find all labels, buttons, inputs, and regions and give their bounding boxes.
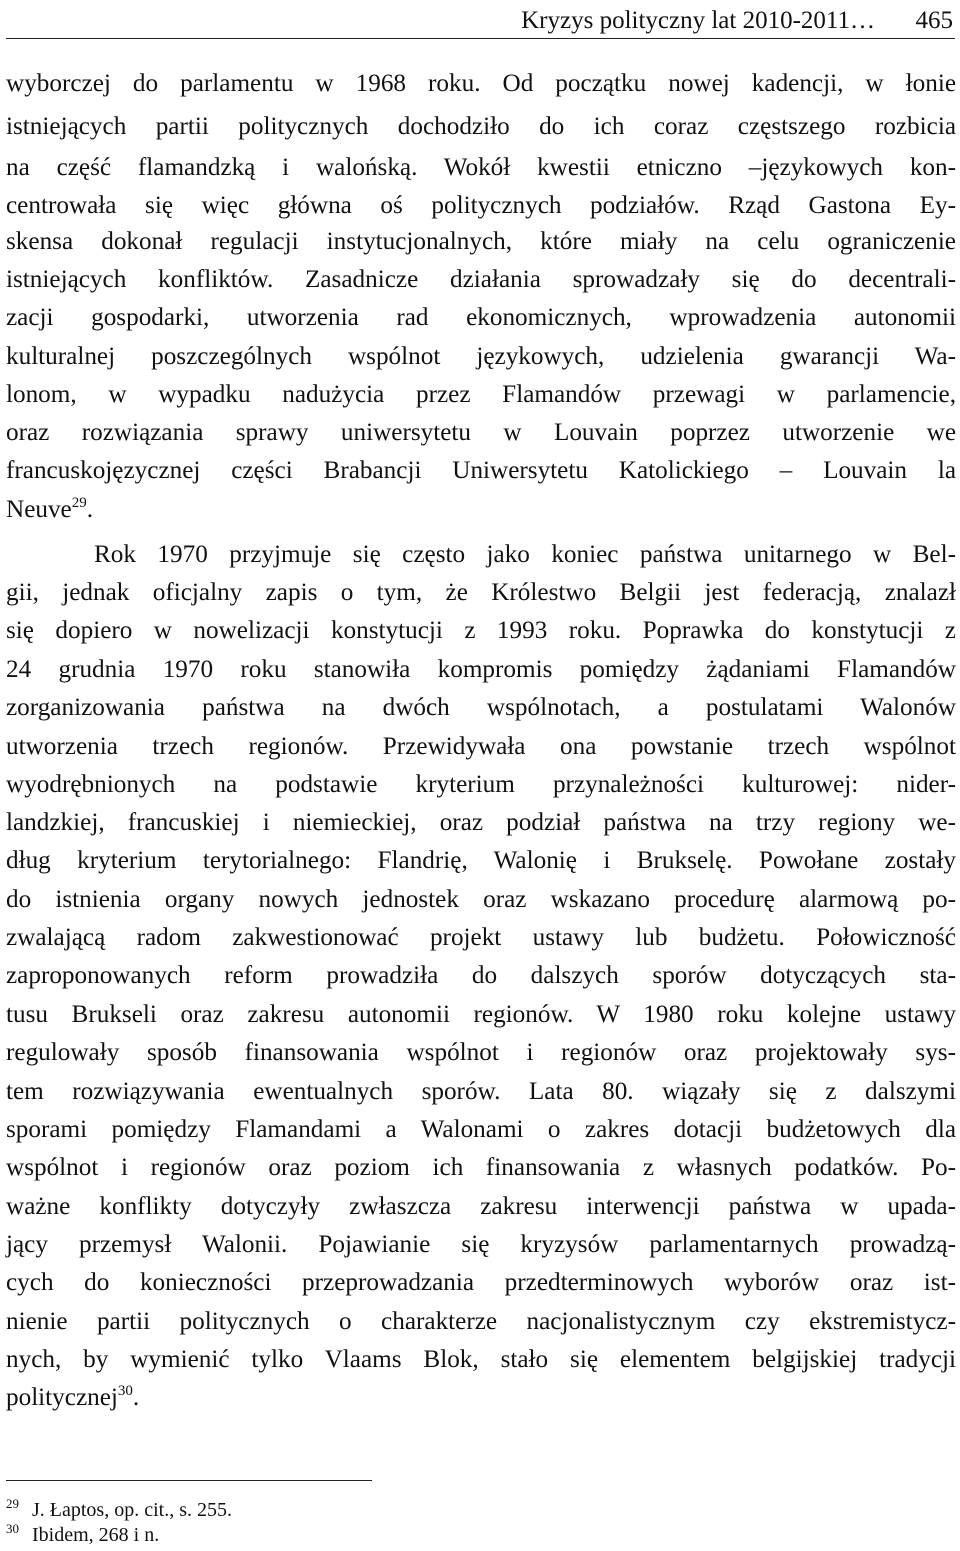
text-line: cych do konieczności przeprowadzania przedterminowych wyborów oraz ist- bbox=[6, 1269, 956, 1296]
punctuation: . bbox=[132, 1384, 140, 1411]
running-header-title: Kryzys polityczny lat 2010-2011… bbox=[521, 7, 875, 34]
footnote bbox=[6, 1497, 232, 1525]
footnote-reference[interactable]: 29 bbox=[71, 495, 87, 511]
text-line: jący przemysł Walonii. Pojawianie się kryzysów parlamentarnych prowadzą- bbox=[6, 1231, 956, 1258]
text-line: zorganizowania państwa na dwóch wspólnotach, a postulatami Walonów bbox=[6, 694, 956, 721]
footnote-reference[interactable]: 30 bbox=[117, 1383, 133, 1399]
text-line: landzkiej, francuskiej i niemieckiej, oraz podział państwa na trzy regiony we- bbox=[6, 809, 956, 836]
text-line: sporami pomiędzy Flamandami a Walonami o zakres dotacji budżetowych dla bbox=[6, 1116, 956, 1143]
text-line: kulturalnej poszczególnych wspólnot językowych, udzielenia gwarancji Wa- bbox=[6, 343, 956, 370]
footnote bbox=[6, 1522, 159, 1550]
text-line: zacji gospodarki, utworzenia rad ekonomicznych, wprowadzenia autonomii bbox=[6, 304, 956, 331]
text-line: dług kryterium terytorialnego: Flandrię, Walonię i Brukselę. Powołane zostały bbox=[6, 847, 956, 874]
punctuation: . bbox=[86, 496, 94, 523]
text-line: Rok 1970 przyjmuje się często jako koniec państwa unitarnego w Bel- bbox=[94, 541, 956, 568]
text-line: 24 grudnia 1970 roku stanowiła kompromis pomiędzy żądaniami Flamandów bbox=[6, 656, 956, 683]
text-line: do istnienia organy nowych jednostek oraz wskazano procedurę alarmową po- bbox=[6, 886, 956, 913]
text-line-content: Neuve bbox=[6, 496, 72, 523]
footnote-text: J. Łaptos, op. cit., s. 255. bbox=[32, 1499, 232, 1521]
text-line: ważne konflikty dotyczyły zwłaszcza zakresu interwencji państwa w upada- bbox=[6, 1193, 956, 1220]
text-line: na część flamandzką i walońską. Wokół kwestii etniczno –językowych kon- bbox=[6, 154, 956, 181]
text-line: lonom, w wypadku nadużycia przez Flamandów przewagi w parlamencie, bbox=[6, 381, 956, 408]
text-line: centrowała się więc główna oś politycznych podziałów. Rząd Gastona Ey- bbox=[6, 192, 956, 219]
text-line: tem rozwiązywania ewentualnych sporów. Lata 80. wiązały się z dalszymi bbox=[6, 1078, 956, 1105]
text-line: nych, by wymienić tylko Vlaams Blok, stało się elementem belgijskiej tradycji bbox=[6, 1346, 956, 1373]
text-line: utworzenia trzech regionów. Przewidywała ona powstanie trzech wspólnot bbox=[6, 733, 956, 760]
footnote-text: Ibidem, 268 i n. bbox=[32, 1524, 160, 1546]
footnote-number: 29 bbox=[6, 1496, 19, 1511]
text-line: gii, jednak oficjalny zapis o tym, że Królestwo Belgii jest federacją, znalazł bbox=[6, 579, 956, 606]
footnote-separator bbox=[6, 1480, 372, 1481]
page-number: 465 bbox=[915, 7, 953, 34]
text-line bbox=[6, 1381, 956, 1415]
text-line: wyborczej do parlamentu w 1968 roku. Od początku nowej kadencji, w łonie bbox=[6, 70, 956, 97]
text-line: istniejących konfliktów. Zasadnicze działania sprowadzały się do decentrali- bbox=[6, 266, 956, 293]
text-line: regulowały sposób finansowania wspólnot i regionów oraz projektowały sys- bbox=[6, 1039, 956, 1066]
text-line: wyodrębnionych na podstawie kryterium przynależności kulturowej: nider- bbox=[6, 771, 956, 798]
text-line: tusu Brukseli oraz zakresu autonomii regionów. W 1980 roku kolejne ustawy bbox=[6, 1001, 956, 1028]
text-line: się dopiero w nowelizacji konstytucji z 1993 roku. Poprawka do konstytucji z bbox=[6, 617, 956, 644]
text-line: nienie partii politycznych o charakterze nacjonalistycznym czy ekstremistycz- bbox=[6, 1308, 956, 1335]
text-line: skensa dokonał regulacji instytucjonalnych, które miały na celu ograniczenie bbox=[6, 228, 956, 255]
running-header bbox=[6, 4, 955, 39]
text-line: zwalającą radom zakwestionować projekt ustawy lub budżetu. Połowiczność bbox=[6, 924, 956, 951]
text-line: istniejących partii politycznych dochodziło do ich coraz częstszego rozbicia bbox=[6, 113, 956, 140]
text-line: francuskojęzycznej części Brabancji Uniwersytetu Katolickiego – Louvain la bbox=[6, 457, 956, 484]
text-line: wspólnot i regionów oraz poziom ich finansowania z własnych podatków. Po- bbox=[6, 1154, 956, 1181]
footnote-number: 30 bbox=[6, 1521, 19, 1536]
text-line bbox=[6, 493, 956, 527]
text-line: oraz rozwiązania sprawy uniwersytetu w Louvain poprzez utworzenie we bbox=[6, 419, 956, 446]
text-line: zaproponowanych reform prowadziła do dalszych sporów dotyczących sta- bbox=[6, 962, 956, 989]
text-line-content: politycznej bbox=[6, 1384, 118, 1411]
